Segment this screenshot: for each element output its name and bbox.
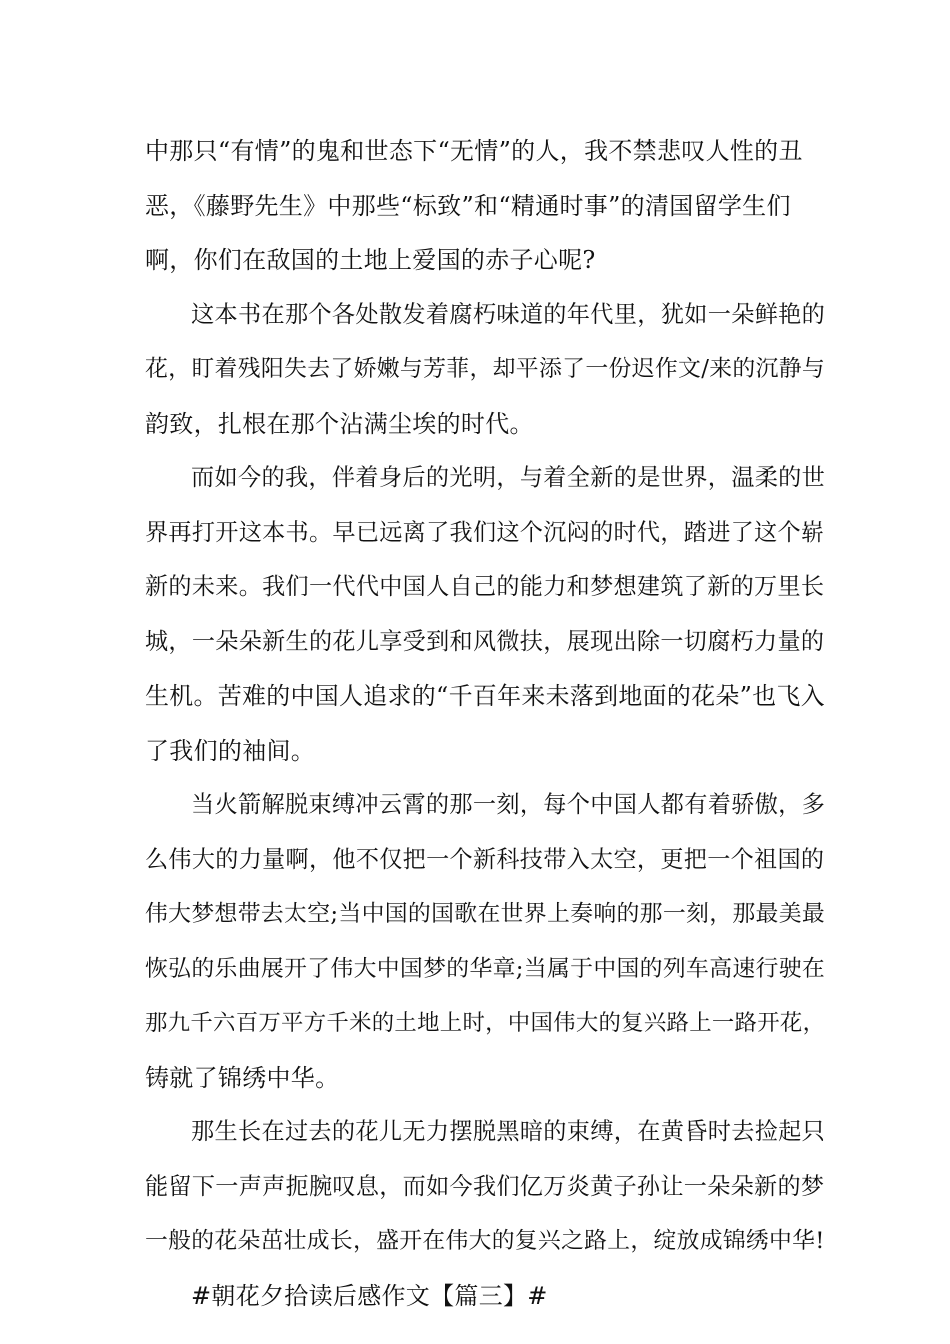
text-line: 生机。苦难的中国人追求的“千百年来未落到地面的花朵”也飞入	[145, 682, 825, 710]
text-line: 新的未来。我们一代代中国人自己的能力和梦想建筑了新的万里长	[145, 574, 825, 600]
body-text	[145, 124, 825, 1323]
text-line: 而如今的我，伴着身后的光明，与着全新的是世界，温柔的世	[191, 464, 826, 491]
text-line: 那九千六百万平方千米的土地上时，中国伟大的复兴路上一路开花，	[145, 1010, 826, 1036]
text-line: 么伟大的力量啊，他不仅把一个新科技带入太空，更把一个祖国的	[145, 846, 825, 873]
text-line: 铸就了锦绣中华。	[145, 1063, 340, 1092]
text-line: 能留下一声声扼腕叹息，而如今我们亿万炎黄子孙让一朵朵新的梦	[145, 1173, 825, 1200]
text-line: 界再打开这本书。早已远离了我们这个沉闷的时代，踏进了这个崭	[145, 519, 825, 546]
section-heading: #朝花夕拾读后感作文【篇三】#	[191, 1281, 548, 1310]
text-line: 啊，你们在敌国的土地上爱国的赤子心呢?	[145, 246, 596, 274]
text-line: 花，盯着残阳失去了娇嫩与芳菲，却平添了一份迟作文/来的沉静与	[145, 356, 826, 382]
text-line: 恢弘的乐曲展开了伟大中国梦的华章;当属于中国的列车高速行驶在	[145, 955, 826, 982]
text-line: 一般的花朵茁壮成长，盛开在伟大的复兴之路上，绽放成锦绣中华!	[145, 1228, 825, 1254]
text-line: 了我们的袖间。	[145, 736, 316, 765]
text-line: 伟大梦想带去太空;当中国的国歌在世界上奏响的那一刻，那最美最	[145, 901, 826, 927]
text-line: 这本书在那个各处散发着腐朽味道的年代里，犹如一朵鲜艳的	[191, 300, 826, 328]
text-line: 当火箭解脱束缚冲云霄的那一刻，每个中国人都有着骄傲，多	[191, 791, 826, 818]
text-line: 韵致，扎根在那个沾满尘埃的时代。	[145, 409, 534, 438]
text-line: 城，一朵朵新生的花儿享受到和风微扶，展现出除一切腐朽力量的	[145, 628, 825, 655]
text-line: 那生长在过去的花儿无力摆脱黑暗的束缚，在黄昏时去捡起只	[191, 1118, 826, 1145]
text-line: 恶，《藤野先生》中那些“标致”和“精通时事”的清国留学生们	[145, 191, 791, 220]
text-line: 中那只“有情”的鬼和世态下“无情”的人，我不禁悲叹人性的丑	[145, 137, 803, 165]
